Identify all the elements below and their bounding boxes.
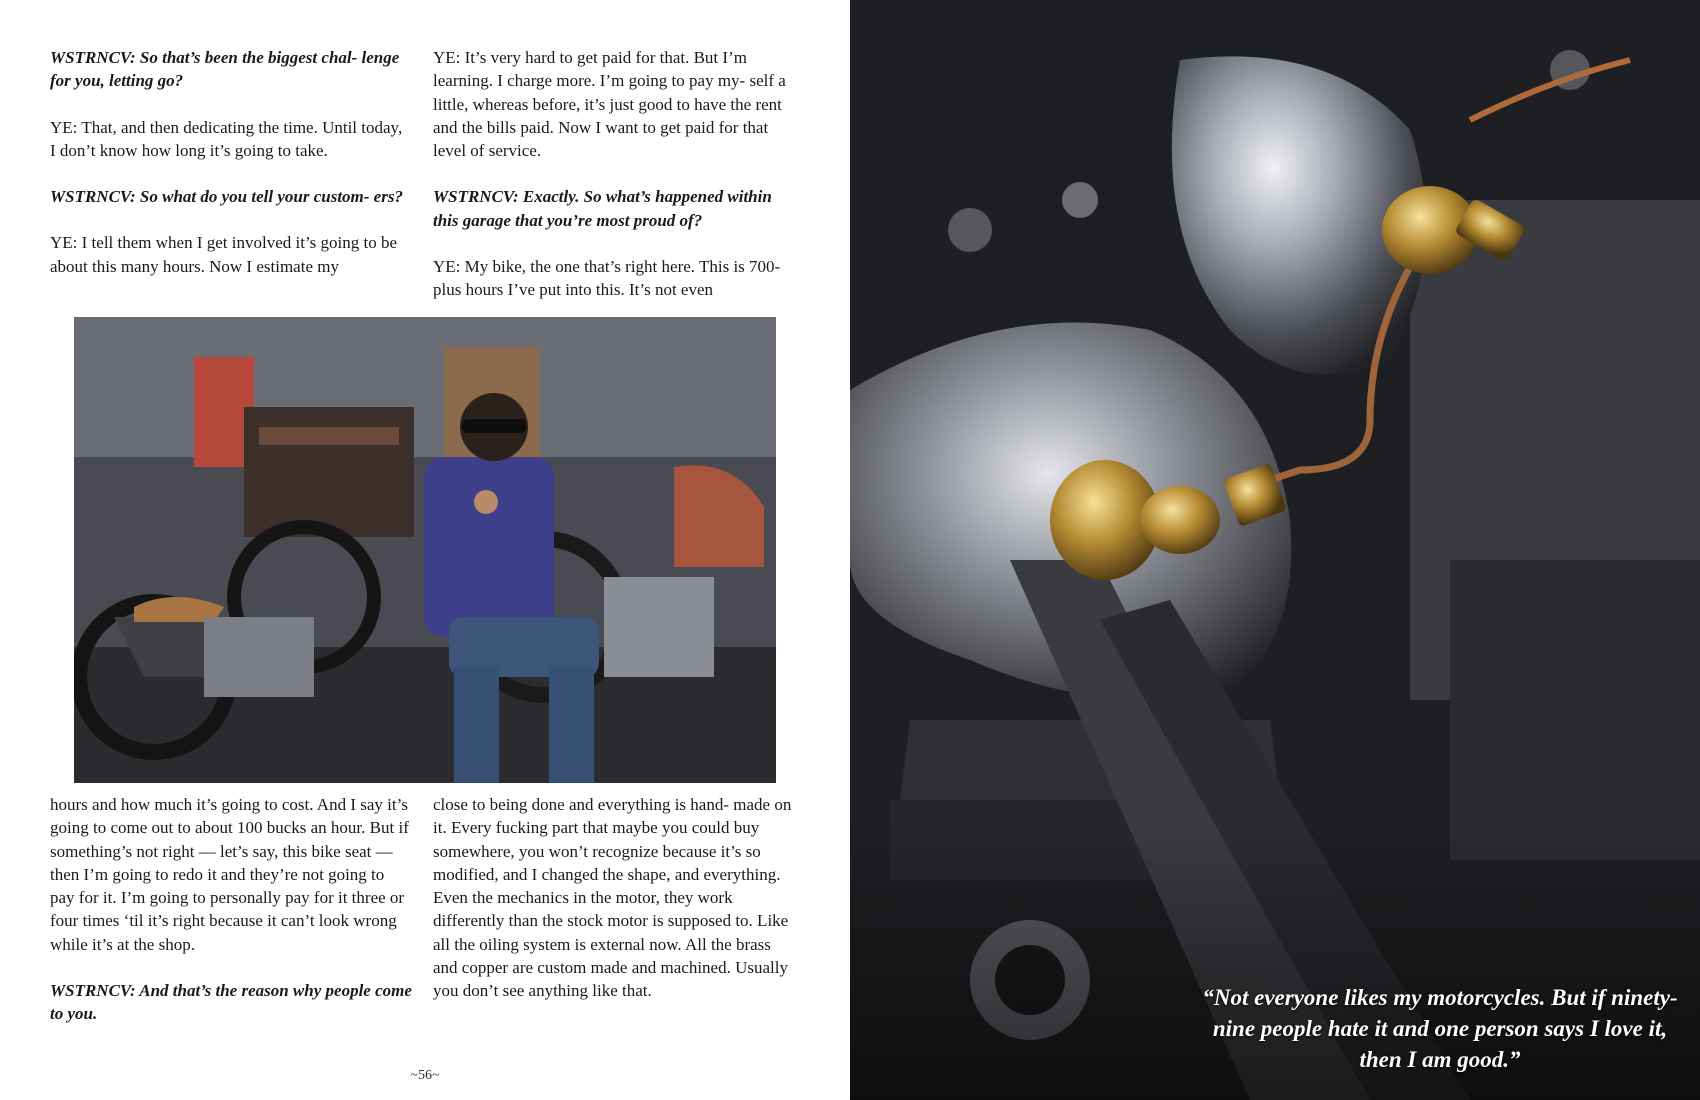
interview-answer: YE: That, and then dedicating the time. Until today, I don’t know how long it’s going to take. [50, 117, 403, 160]
column-bottom-right [433, 793, 795, 1026]
column-top-left [50, 46, 412, 301]
page-number: ~56~ [410, 1068, 440, 1083]
interview-answer: YE: My bike, the one that’s right here. This is 700-plus hours I’ve put into this. It’s not even [433, 257, 781, 300]
interview-question: WSTRNCV: And that’s the reason why people come to you. [50, 981, 412, 1024]
garage-photo-illustration [74, 317, 776, 783]
garage-photo [74, 317, 776, 783]
interview-answer: YE: I tell them when I get involved it’s going to be about this many hours. Now I estimate my [50, 233, 398, 276]
column-bottom-left [50, 793, 412, 1049]
column-top-right [433, 46, 795, 325]
interview-answer: hours and how much it’s going to cost. And I say it’s going to come out to about 100 bucks an hour. But if something’s not right — let’s say, this bike seat — then I’m going to redo it and they’re not going to pay for it. I’m going to personally pay for it three or four times ‘til it’s right because it can’t look wrong while it’s at the shop. [50, 795, 409, 954]
interview-question: WSTRNCV: So that’s been the biggest chal- lenge for you, letting go? [50, 48, 400, 91]
interview-answer: close to being done and everything is hand- made on it. Every fucking part that maybe you could buy somewhere, you won’t recognize because it’s so modified, and I changed the shape, and everything. Even the mechanics in the motor, they work differently than the stock motor is supposed to. Like all the oiling system is external now. All the brass and copper are custom made and machined. Usually you don’t see anything like that. [433, 795, 792, 1001]
interview-answer: YE: It’s very hard to get paid for that. But I’m learning. I charge more. I’m going to pay my- self a little, whereas before, it’s just good to have the rent and the bills paid. Now I want to get paid for that level of service. [433, 48, 786, 161]
interview-question: WSTRNCV: So what do you tell your custom- ers? [50, 187, 403, 207]
pull-quote: “Not everyone likes my motorcycles. But if ninety-nine people hate it and one person says I love it, then I am good.” [1202, 985, 1678, 1072]
engine-photo [850, 0, 1700, 1100]
interview-question: WSTRNCV: Exactly. So what’s happened within this garage that you’re most proud of? [433, 187, 772, 230]
engine-photo-illustration [850, 0, 1700, 1100]
